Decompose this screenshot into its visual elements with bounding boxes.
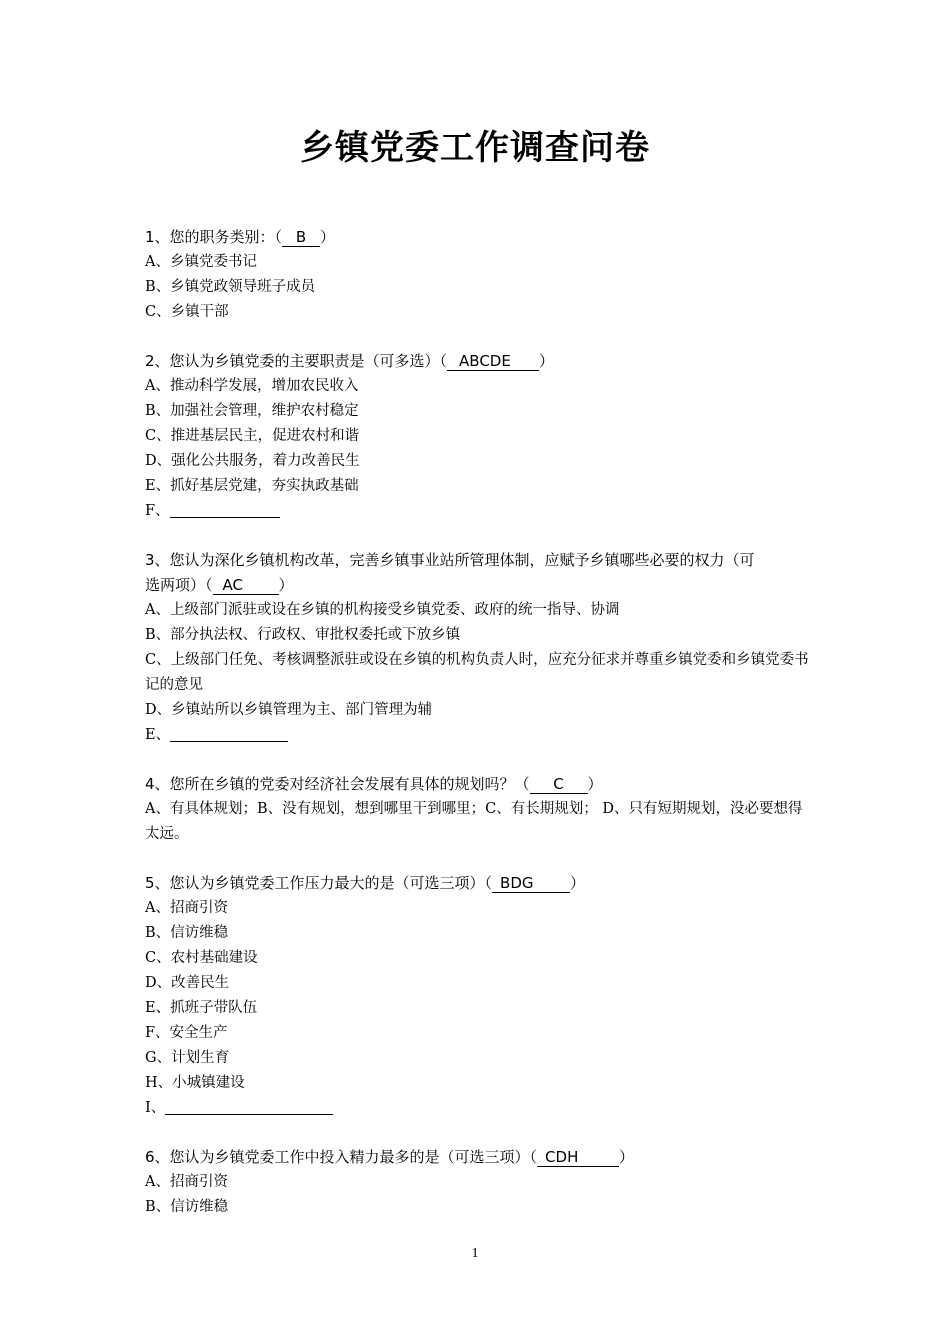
option: C、上级部门任免、考核调整派驻或设在乡镇的机构负责人时，应充分征求并尊重乡镇党委和乡镇党委书记的意见 (145, 652, 809, 693)
stem-text: ） (539, 352, 555, 370)
stem-text: 6、您认为乡镇党委工作中投入精力最多的是（可选三项）（ (145, 1148, 538, 1166)
option: C、农村基础建设 (145, 950, 258, 966)
answer-blank: BDG (492, 874, 570, 893)
option: B、信访维稳 (145, 1199, 229, 1215)
fill-in-line (170, 725, 288, 742)
question-stem (145, 225, 815, 250)
stem-text: 5、您认为乡镇党委工作压力最大的是（可选三项）（ (145, 874, 493, 892)
option: D、乡镇站所以乡镇管理为主、部门管理为辅 (145, 702, 433, 718)
option: A、招商引资 (145, 1174, 228, 1190)
option: A、上级部门派驻或设在乡镇的机构接受乡镇党委、政府的统一指导、协调 (145, 602, 620, 618)
stem-text: 选两项）（ (145, 576, 213, 594)
question-3 (145, 548, 815, 748)
question-5 (145, 871, 815, 1121)
option-label: F、 (145, 503, 170, 519)
option: E、抓好基层党建，夯实执政基础 (145, 478, 359, 494)
page-number: 1 (471, 1246, 479, 1261)
answer-blank: B (282, 228, 320, 247)
question-4 (145, 772, 815, 847)
option: C、推进基层民主，促进农村和谐 (145, 428, 360, 444)
stem-text: ） (619, 1148, 635, 1166)
question-stem-line-1: 3、您认为深化乡镇机构改革，完善乡镇事业站所管理体制，应赋予乡镇哪些必要的权力（可 (145, 551, 755, 569)
question-6 (145, 1145, 815, 1220)
fill-in-line (170, 501, 280, 518)
option-blank (145, 1096, 815, 1121)
stem-text: ） (587, 775, 603, 793)
option-blank (145, 723, 815, 748)
document-title: 乡镇党委工作调查问卷 (300, 128, 650, 168)
stem-text: 2、您认为乡镇党委的主要职责是（可多选）（ (145, 352, 448, 370)
option: G、计划生育 (145, 1050, 230, 1066)
stem-text: ） (320, 228, 336, 246)
question-stem (145, 1145, 815, 1170)
option-blank (145, 499, 815, 524)
option: D、改善民生 (145, 975, 230, 991)
question-stem (145, 772, 815, 797)
question-2 (145, 349, 815, 524)
answer-blank: AC (213, 576, 279, 595)
answer-blank: ABCDE (447, 352, 539, 371)
question-stem (145, 871, 815, 896)
option: A、招商引资 (145, 900, 228, 916)
option: B、加强社会管理，维护农村稳定 (145, 403, 359, 419)
option: A、乡镇党委书记 (145, 254, 257, 270)
question-stem (145, 349, 815, 374)
stem-text: ） (278, 576, 294, 594)
stem-text: 1、您的职务类别：（ (145, 228, 283, 246)
option: A、推动科学发展，增加农民收入 (145, 378, 359, 394)
option: F、安全生产 (145, 1025, 228, 1041)
option: B、乡镇党政领导班子成员 (145, 279, 316, 295)
question-1 (145, 225, 815, 325)
option: B、部分执法权、行政权、审批权委托或下放乡镇 (145, 627, 461, 643)
question-stem (145, 573, 815, 598)
option: E、抓班子带队伍 (145, 1000, 258, 1016)
stem-text: ） (570, 874, 586, 892)
fill-in-line (165, 1098, 333, 1115)
option: C、乡镇干部 (145, 304, 229, 320)
option-label: I、 (145, 1100, 166, 1116)
option-list-inline: A、有具体规划；B、没有规划，想到哪里干到哪里；C、有长期规划； D、只有短期规划，没必要想得太远。 (145, 801, 803, 842)
answer-blank: CDH (537, 1148, 619, 1167)
option: B、信访维稳 (145, 925, 229, 941)
option: H、小城镇建设 (145, 1075, 245, 1091)
answer-blank: C (530, 775, 588, 794)
option-label: E、 (145, 727, 171, 743)
option: D、强化公共服务，着力改善民生 (145, 453, 360, 469)
stem-text: 4、您所在乡镇的党委对经济社会发展有具体的规划吗？（ (145, 775, 530, 793)
